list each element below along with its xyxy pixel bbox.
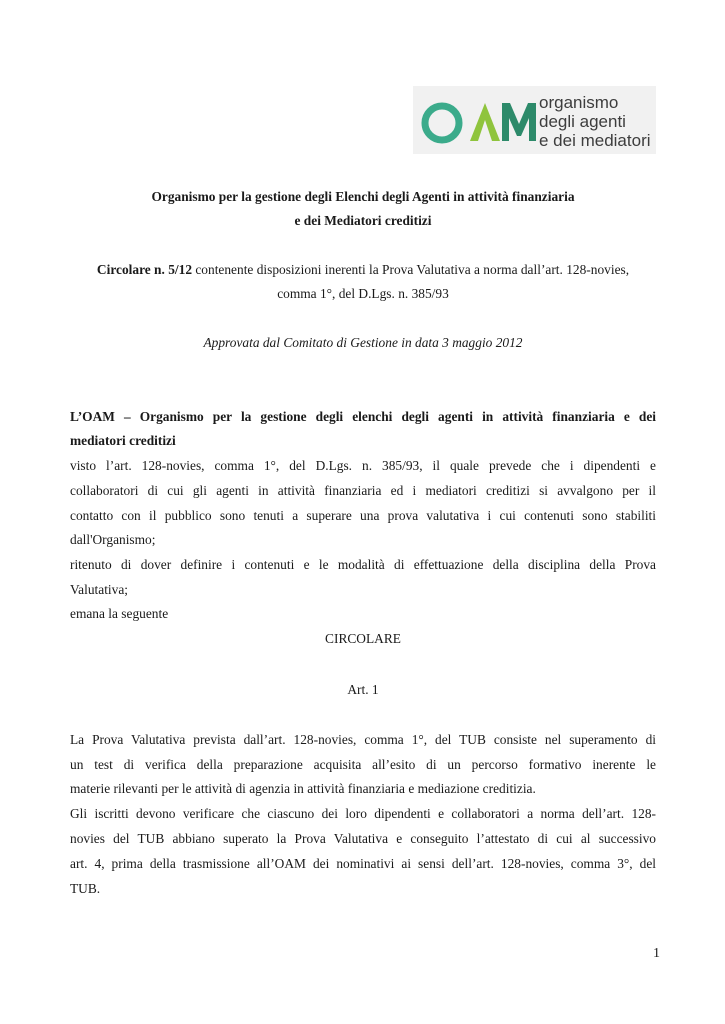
logo-o-shape: [425, 106, 459, 140]
preamble-line: emana la seguente: [70, 606, 169, 621]
preamble-line: ritenuto di dover definire i contenuti e le modalità di effettuazione della disciplina della Prova: [70, 557, 656, 572]
preamble-line: dall'Organismo;: [70, 532, 156, 547]
article-line: materie rilevanti per le attività di agenzia in attività finanziaria e mediazione creditizia.: [70, 781, 536, 796]
logo-m-shape: [502, 103, 536, 141]
logo-text-line2: degli agenti: [539, 112, 626, 131]
article-title: Art. 1: [347, 682, 379, 697]
circolare-intro-line2: comma 1°, del D.Lgs. n. 385/93: [277, 286, 449, 301]
article-line: art. 4, prima della trasmissione all’OAM dei nominativi ai sensi dell’art. 128-novies, comma 3°, del: [70, 856, 656, 871]
header-title-line1: Organismo per la gestione degli Elenchi degli Agenti in attività finanziaria: [151, 189, 575, 204]
article-line: TUB.: [70, 881, 101, 896]
approval-note: Approvata dal Comitato di Gestione in data 3 maggio 2012: [203, 335, 523, 350]
circolare-number: Circolare n. 5/12: [96, 262, 193, 277]
article-line: un test di verifica della preparazione acquisita all’esito di un percorso formativo inerente le: [70, 757, 656, 772]
logo-text-line3: e dei mediatori: [539, 131, 651, 150]
preamble-line: contatto con il pubblico sono tenuti a superare una prova valutativa i cui contenuti sono stabiliti: [70, 508, 656, 523]
logo-a-shape: [470, 103, 500, 141]
preamble-line: Valutativa;: [70, 582, 129, 597]
oam-logo: [413, 86, 656, 154]
preamble-title-line2: mediatori creditizi: [70, 433, 176, 448]
article-line: novies del TUB abbiano superato la Prova Valutativa e conseguito l’attestato di cui al successivo: [70, 831, 656, 846]
preamble-title-line1: L’OAM – Organismo per la gestione degli elenchi degli agenti in attività finanziaria e dei: [70, 409, 656, 424]
header-title-line2: e dei Mediatori creditizi: [294, 213, 432, 228]
page-number: 1: [653, 946, 660, 961]
preamble-line: visto l’art. 128-novies, comma 1°, del D.Lgs. n. 385/93, il quale prevede che i dipendenti e: [70, 458, 656, 473]
preamble-line: collaboratori di cui gli agenti in attività finanziaria ed i mediatori creditizi si avvalgono per il: [70, 483, 656, 498]
logo-text-line1: organismo: [539, 93, 619, 112]
circolare-intro-line1: Circolare n. 5/12 contenente disposizioni inerenti la Prova Valutativa a norma dall’art. 128-novies,: [96, 262, 630, 277]
circolare-heading: CIRCOLARE: [325, 631, 401, 646]
article-line: La Prova Valutativa prevista dall’art. 128-novies, comma 1°, del TUB consiste nel superamento di: [70, 732, 656, 747]
article-line: Gli iscritti devono verificare che ciascuno dei loro dipendenti e collaboratori a norma dell’art. 128-: [70, 806, 656, 821]
